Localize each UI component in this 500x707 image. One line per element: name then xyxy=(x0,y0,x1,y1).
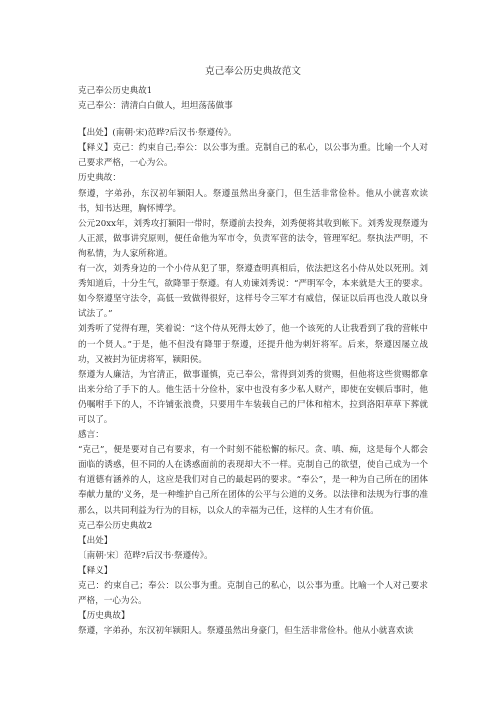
paragraph: 公元20xx年，刘秀攻打颍阳一带时，祭遵前去投奔，刘秀便将其收到帐下。刘秀发现祭遵为人正派，做事讲究原则，便任命他为军市令，负责军营的法令，管理军纪。祭执法严明，不徇私情，为人家所称道。 xyxy=(78,218,428,259)
paragraph: 【释义】克己：约束自己;奉公：以公事为重。克制自己的私心，以公事为重。比喻一个人对己要求严格，一心为公。 xyxy=(78,143,428,169)
paragraph: 【出处】(南朝·宋)范晔?后汉书·祭遵传》。 xyxy=(78,128,237,139)
paragraph: 刘秀听了觉得有理，笑着说：“这个侍从死得太妙了，他一个该死的人让我看到了我的营帐中的一个贤人。”于是，他不但没有降罪于祭遵，还提升他为刺奸将军。后来，祭遵因屡立战功，又被封为征虏将军，颍阳侯。 xyxy=(78,324,428,365)
paragraph: 克己奉公：清清白白做人，坦坦荡荡做事 xyxy=(78,101,233,112)
paragraph: 〔南朝·宋〕范晔?后汉书·祭遵传》。 xyxy=(78,550,213,561)
paragraph: 【释义】 xyxy=(78,565,113,576)
paragraph: 克己奉公历史典故1 xyxy=(78,86,153,96)
paragraph: 祭遵，字弟孙，东汉初年颍阳人。祭遵虽然出身豪门，但生活非常俭朴。他从小就喜欢读书，知书达理，胸怀博学。 xyxy=(78,188,428,214)
document-title: 克己奉公历史典故范文 xyxy=(205,66,301,77)
paragraph: 历史典故： xyxy=(78,173,121,184)
paragraph: 祭遵为人廉洁，为官清正，做事谨慎，克己奉公，常得到刘秀的赏赐，但他将这些赏赐都拿出来分给了手下的人。他生活十分俭朴，家中也没有多少私人财产，即使在安顿后事时，他仍嘱咐手下的人，不许铺张浪费，只要用牛车装载自己的尸体和棺木，拉到洛阳草草下葬就可以了。 xyxy=(78,369,428,425)
paragraph: 有一次，刘秀身边的一个小侍从犯了罪，祭遵查明真相后，依法把这名小侍从处以死刑。刘秀知道后，十分生气，欲降罪于祭遵。有人劝谏刘秀说：“严明军令，本来就是大王的要求。如今祭遵坚守法令，高低一致做得很好，这样号令三军才有威信，保证以后再也没人敢以身试法了。” xyxy=(78,264,428,320)
paragraph: 【出处】 xyxy=(78,535,113,546)
paragraph: 祭遵，字弟孙，东汉初年颍阳人。祭遵虽然出身豪门，但生活非常俭朴。他从小就喜欢读 xyxy=(78,626,414,637)
paragraph: 克己奉公历史典故2 xyxy=(78,520,153,531)
paragraph: 克己：约束自己；奉公：以公事为重。克制自己的私心，以公事为重。比喻一个人对己要求严格，一心为公。 xyxy=(78,581,428,607)
paragraph: 感言： xyxy=(78,430,104,441)
document-body xyxy=(78,84,428,639)
paragraph: 【历史典故】 xyxy=(78,611,130,622)
paragraph: “克己”，便是要对自己有要求，有一个时刻不能松懈的标尺。贪、嗔、痴，这是每个人都会面临的诱惑，但不同的人在诱惑面前的表现却大不一样。克制自己的欲望，使自己成为一个有道德有涵养的人，这应是我们对自己的最起码的要求。“奉公”，是一种为自己所在的团体奉献力量的'义务，是一种维护自己所在团体的公平与公道的义务。以法律和法规为行事的准那么，以共同利益为行为的目标，以众人的幸福为己任，这样的人生才有价值。 xyxy=(78,445,428,516)
paragraph-spacer xyxy=(78,114,428,126)
